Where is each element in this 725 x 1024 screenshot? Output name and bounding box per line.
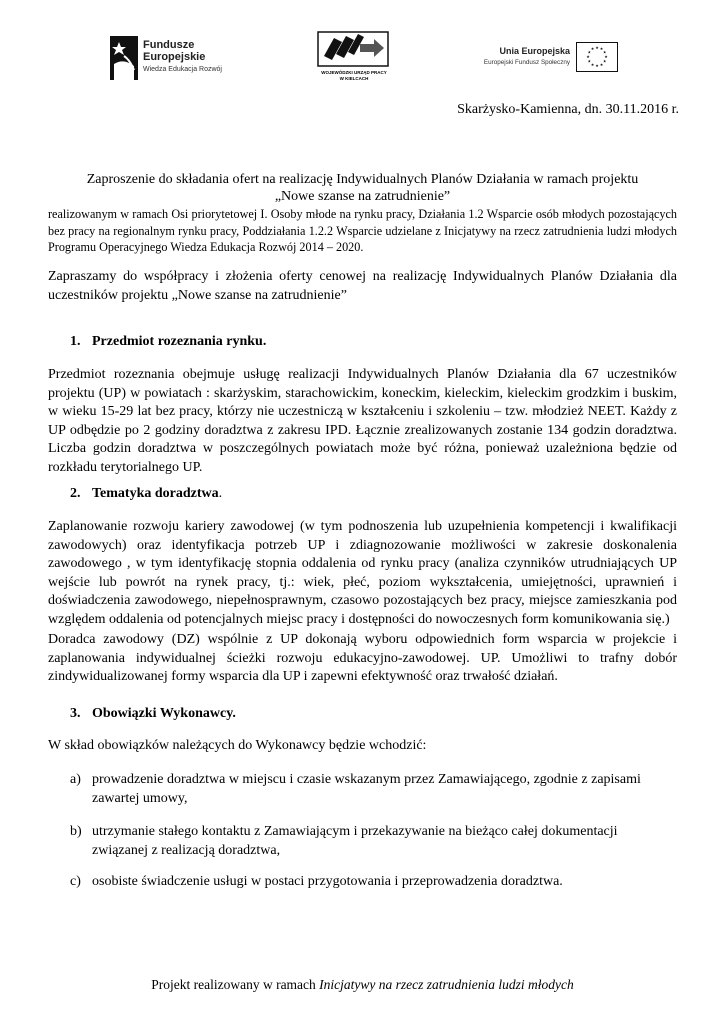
project-description: realizowanym w ramach Osi priorytetowej I. Osoby młode na rynku pracy, Działania 1.2 Wsparcie osób młodych pozostających bez pracy na regionalnym rynku pracy, Poddziałania 1.2.2 Wsparcie udzielane z Inicjatywy na rzecz zatrudnienia ludzi młodych Programu Operacyjnego Wiedza Edukacja Rozwój 2014 – 2020. [48, 207, 677, 254]
header-logos [0, 30, 725, 100]
wup-logo-line2: W KIELCACH [339, 76, 369, 81]
fe-logo-line3: Wiedza Edukacja Rozwój [143, 66, 222, 73]
duty-item-a [70, 770, 670, 808]
svg-text:★: ★ [586, 54, 590, 59]
svg-text:★: ★ [595, 45, 599, 50]
section-1-body: Przedmiot rozeznania obejmuje usługę realizacji Indywidualnych Planów Działania dla 67 uczestników projektu (UP) w powiatach : skarżyskim, starachowickim, koneckim, kieleckim, kieleckim grodzkim i buskim, w wieku 15-29 lat bez pracy, którzy nie uczestniczą w kształceniu i szkoleniu – tzw. młodzież NEET. Każdy z UP odbędzie po 2 godziny doradztwa z zakresu IPD. Łącznie zrealizowanych zostanie 134 godzin doradztwa. Liczba godzin doradztwa w poszczególnych powiatach może być różna, ponieważ uzależniona będzie od rozkładu terytorialnego UP. [48, 367, 677, 475]
document-date: Skarżysko-Kamienna, dn. 30.11.2016 r. [457, 102, 679, 117]
section-1-heading [70, 334, 266, 350]
duty-c-text: osobiste świadczenie usługi w postaci przygotowania i przeprowadzenia doradztwa. [92, 874, 563, 889]
svg-text:★: ★ [604, 54, 608, 59]
eu-flag-icon [576, 42, 618, 72]
svg-text:★: ★ [599, 61, 604, 67]
wup-logo-line1: WOJEWÓDZKI URZĄD PRACY [321, 70, 387, 75]
svg-text:★: ★ [602, 58, 607, 64]
footer-prefix: Projekt realizowany w ramach [151, 977, 320, 992]
svg-text:★: ★ [595, 63, 599, 68]
svg-text:★: ★ [602, 49, 607, 55]
wup-kielce-logo [314, 30, 394, 94]
duty-c-label: c) [70, 874, 81, 889]
section-3-intro: W skład obowiązków należących do Wykonawcy będzie wchodzić: [48, 738, 427, 753]
svg-text:★: ★ [587, 58, 592, 64]
section-3-number: 3. [70, 706, 81, 721]
duty-a-text: prowadzenie doradztwa w miejscu i czasie wskazanym przez Zamawiającego, zgodnie z zapisami zawartej umowy, [92, 772, 641, 806]
duty-item-c [70, 872, 670, 891]
section-2-title: Tematyka doradztwa [92, 486, 219, 501]
svg-text:★: ★ [599, 46, 604, 52]
duty-item-b [70, 822, 670, 860]
section-3-title: Obowiązki Wykonawcy. [92, 706, 236, 721]
wup-emblem-icon [314, 30, 394, 70]
fundusze-europejskie-emblem-icon [110, 36, 140, 82]
section-1-number: 1. [70, 334, 81, 349]
duty-b-label: b) [70, 824, 82, 839]
section-2-body-1: Zaplanowanie rozwoju kariery zawodowej (w tym podnoszenia lub uzupełnienia kompetencji i kwalifikacji zawodowych) oraz identyfikacja potrzeb UP i zdiagnozowanie możliwości w zakresie doskonalenia zawodowego , w tym identyfikację stopnia oddalenia od rynku pracy (analiza czynników utrudniających UP wejście lub powrót na rynek pracy, tj.: wiek, płeć, poziom wykształcenia, umiejętności, uprawnień i doświadczenia zawodowego, niepełnosprawnym, czasowo pozostających bez pracy, miejsce zamieszkania pod względem oddalenia od potencjalnych miejsc pracy i dostępności do nowoczesnych form komunikowania się.) [48, 519, 677, 627]
ue-logo-line1: Unia Europejska [499, 46, 570, 56]
section-2-title-suffix: . [218, 486, 223, 501]
ue-logo-line2: Europejski Fundusz Społeczny [483, 59, 570, 66]
wup-logo-text [314, 70, 394, 82]
duty-b-text: utrzymanie stałego kontaktu z Zamawiającym i przekazywanie na bieżąco całej dokumentacji związanej z realizacją doradztwa, [92, 824, 618, 858]
unia-europejska-logo [458, 42, 618, 82]
page-footer [0, 977, 725, 993]
intro-paragraph: Zapraszamy do współpracy i złożenia oferty cenowej na realizację Indywidualnych Planów Działania dla uczestników projektu „Nowe szanse na zatrudnienie” [48, 269, 677, 303]
fundusze-europejskie-logo [110, 36, 260, 88]
duty-a-label: a) [70, 772, 81, 787]
footer-italic: Inicjatywy na rzecz zatrudnienia ludzi młodych [319, 977, 574, 992]
svg-text:★: ★ [590, 61, 595, 67]
document-title [48, 171, 677, 205]
fe-logo-line1: Fundusze [143, 39, 195, 51]
section-1-title: Przedmiot rozeznania rynku. [92, 334, 267, 349]
section-2-number: 2. [70, 486, 81, 501]
title-line2: „Nowe szanse na zatrudnienie” [274, 189, 451, 204]
svg-text:★: ★ [590, 46, 595, 52]
svg-text:★: ★ [587, 49, 592, 55]
fe-logo-line2: Europejskie [143, 51, 206, 63]
section-2-heading [70, 486, 222, 502]
title-line1: Zaproszenie do składania ofert na realizację Indywidualnych Planów Działania w ramach projektu [86, 172, 639, 187]
section-3-heading [70, 706, 236, 722]
section-2-body-2: Doradca zawodowy (DZ) wspólnie z UP dokonają wyboru odpowiednich form wsparcia w projekcie i zaplanowania indywidualnej ścieżki rozwoju edukacyjno-zawodowej. UP. Umożliwi to trafny dobór zindywidualizowanej formy wsparcia dla UP i zapewni efektywność oraz trwałość działań. [48, 632, 677, 684]
